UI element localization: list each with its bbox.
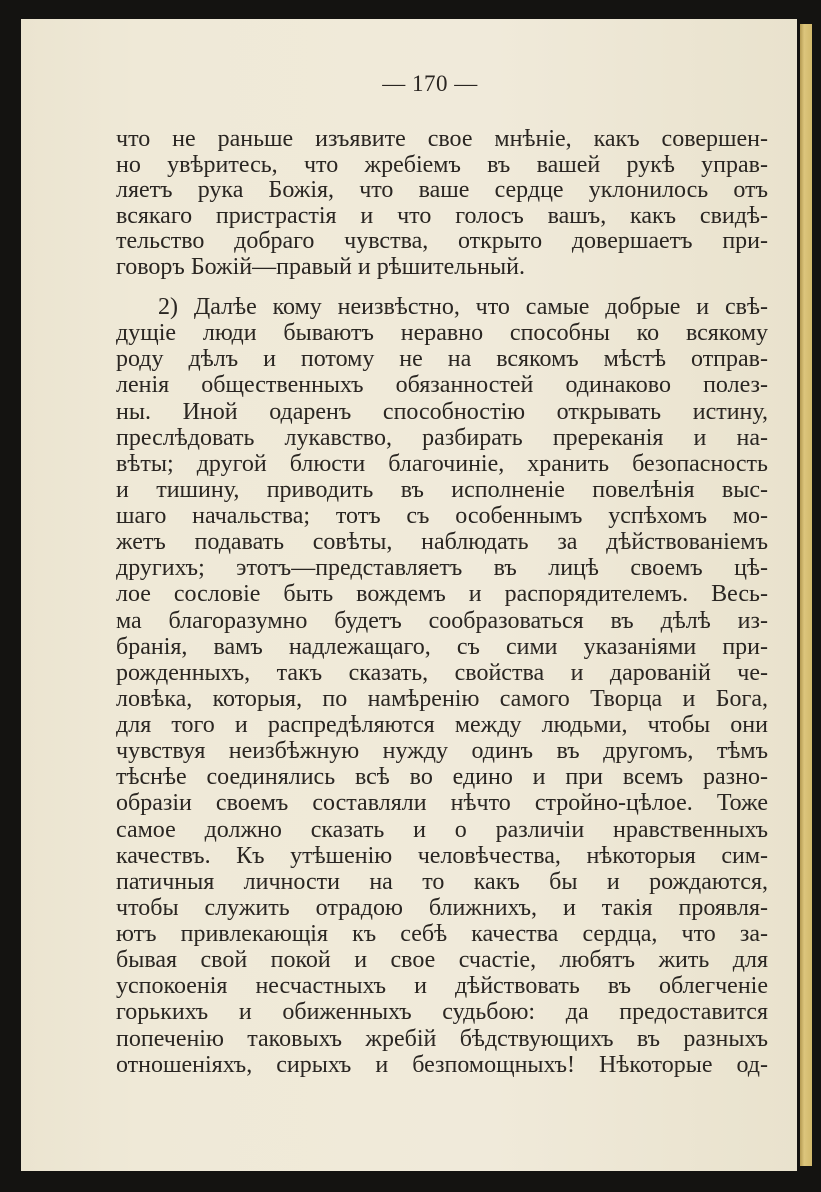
- text-line: ютъ привлекающія къ себѣ качества сердца, что за-: [116, 921, 768, 947]
- paragraph-2: [116, 294, 768, 1078]
- text-line: бранія, вамъ надлежащаго, съ сими указаніями при-: [116, 633, 768, 660]
- text-line: ма благоразумно будетъ сообразоваться въ дѣлѣ из-: [116, 607, 768, 634]
- text-line: лое сословіе быть вождемъ и распорядителемъ. Весь-: [116, 581, 768, 608]
- text-line: успокоенія несчастныхъ и дѣйствовать въ облегченіе: [116, 973, 768, 1000]
- text-line: качествъ. Къ утѣшенію человѣчества, нѣкоторыя сим-: [116, 842, 768, 869]
- text-line: самое должно сказать и о различіи нравственныхъ: [116, 816, 768, 843]
- text-line: но увѣритесь, что жребіемъ въ вашей рукѣ управ-: [116, 152, 768, 178]
- text-line: говоръ Божій—правый и рѣшительный.: [116, 254, 525, 280]
- text-line: роду дѣлъ и потому не на всякомъ мѣстѣ отправ-: [116, 346, 768, 373]
- next-page-edge: [800, 24, 812, 1166]
- text-line: и тишину, приводить въ исполненіе повелѣнія выс-: [116, 476, 768, 503]
- text-line: для того и распредѣляются между людьми, чтобы они: [116, 712, 768, 738]
- text-line: вѣты; другой блюсти благочиніе, хранить безопасность: [116, 450, 768, 477]
- text-line: ны. Иной одаренъ способностію открывать истину,: [116, 398, 768, 425]
- text-line: попеченію таковыхъ жребій бѣдствующихъ въ разныхъ: [116, 1025, 768, 1052]
- text-line: всякаго пристрастія и что голосъ вашъ, какъ свидѣ-: [116, 203, 768, 229]
- text-line: бывая свой покой и свое счастіе, любятъ жить для: [116, 947, 768, 974]
- text-line: чувствуя неизбѣжную нужду одинъ въ другомъ, тѣмъ: [116, 738, 768, 765]
- text-line: ленія общественныхъ обязанностей одинаково полез-: [116, 372, 768, 399]
- text-line: ляетъ рука Божія, что ваше сердце уклонилось отъ: [116, 178, 768, 203]
- text-line: дущіе люди бываютъ неравно способны ко всякому: [116, 320, 768, 347]
- text-line: образіи своемъ составляли нѣчто стройно-цѣлое. Тоже: [116, 790, 768, 817]
- text-line: преслѣдовать лукавство, разбирать пререканія и на-: [116, 424, 768, 451]
- text-line: тѣснѣе соединялись всѣ во едино и при всемъ разно-: [116, 764, 768, 791]
- text-line: 2) Далѣе кому неизвѣстно, что самые добрые и свѣ-: [158, 294, 768, 320]
- text-line: жетъ подавать совѣты, наблюдать за дѣйствованіемъ: [116, 529, 768, 556]
- text-line: отношеніяхъ, сирыхъ и безпомощныхъ! Нѣкоторые од-: [116, 1051, 768, 1078]
- text-line: рожденныхъ, такъ сказать, свойства и дарованій че-: [116, 659, 768, 686]
- text-line: ловѣка, которыя, по намѣренію самого Творца и Бога,: [116, 685, 768, 712]
- paragraph-1: [116, 127, 768, 280]
- text-line: патичныя личности на то какъ бы и рождаются,: [116, 868, 768, 895]
- text-line: тельство добраго чувства, открыто довершаетъ при-: [116, 229, 768, 254]
- text-line: что не раньше изъявите свое мнѣніе, какъ совершен-: [116, 127, 768, 152]
- text-line: горькихъ и обиженныхъ судьбою: да предоставится: [116, 999, 768, 1026]
- text-line: чтобы служить отрадою ближнихъ, и такія проявля-: [116, 894, 768, 921]
- text-line: шаго начальства; тотъ съ особеннымъ успѣхомъ мо-: [116, 503, 768, 529]
- text-line: другихъ; этотъ—представляетъ въ лицѣ своемъ цѣ-: [116, 555, 768, 582]
- page-number: — 170 —: [382, 71, 478, 96]
